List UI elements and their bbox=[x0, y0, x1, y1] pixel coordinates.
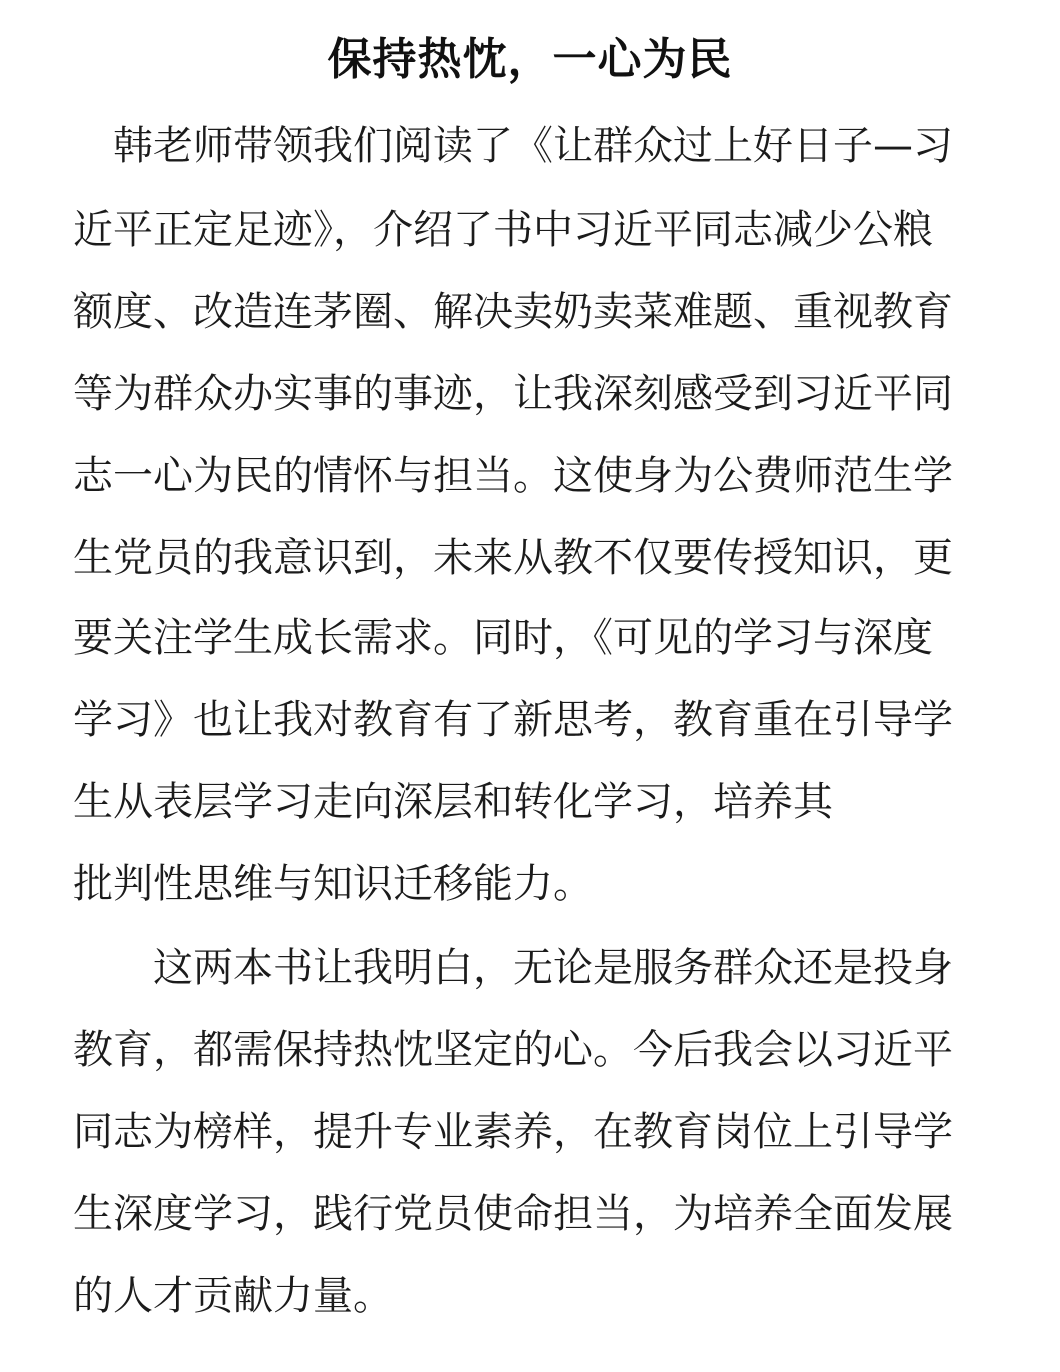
text-line: 学习》也让我对教育有了新思考，教育重在引导学 bbox=[73, 697, 953, 743]
document-title: 保持热忱，一心为民 bbox=[327, 34, 733, 85]
text-line: 志一心为民的情怀与担当。这使身为公费师范生学 bbox=[73, 453, 953, 499]
text-line: 批判性思维与知识迁移能力。 bbox=[73, 861, 593, 907]
text-line: 额度、改造连茅圈、解决卖奶卖菜难题、重视教育 bbox=[73, 289, 953, 335]
text-line: 生党员的我意识到，未来从教不仅要传授知识，更 bbox=[73, 535, 953, 581]
text-line: 这两本书让我明白，无论是服务群众还是投身 bbox=[73, 945, 953, 991]
text-line: 教育，都需保持热忱坚定的心。今后我会以习近平 bbox=[73, 1027, 953, 1073]
text-line: 生深度学习，践行党员使命担当，为培养全面发展 bbox=[73, 1191, 953, 1237]
text-line: 同志为榜样，提升专业素养，在教育岗位上引导学 bbox=[73, 1109, 953, 1155]
text-line: 近平正定足迹》，介绍了书中习近平同志减少公粮 bbox=[73, 207, 933, 253]
text-line: 等为群众办实事的事迹，让我深刻感受到习近平同 bbox=[73, 371, 953, 417]
text-line: 的人才贡献力量。 bbox=[73, 1273, 393, 1319]
text-line: 生从表层学习走向深层和转化学习，培养其 bbox=[73, 779, 833, 825]
text-line: 要关注学生成长需求。同时，《可见的学习与深度 bbox=[73, 615, 933, 661]
text-line: 韩老师带领我们阅读了《让群众过上好日子—习 bbox=[73, 123, 953, 169]
